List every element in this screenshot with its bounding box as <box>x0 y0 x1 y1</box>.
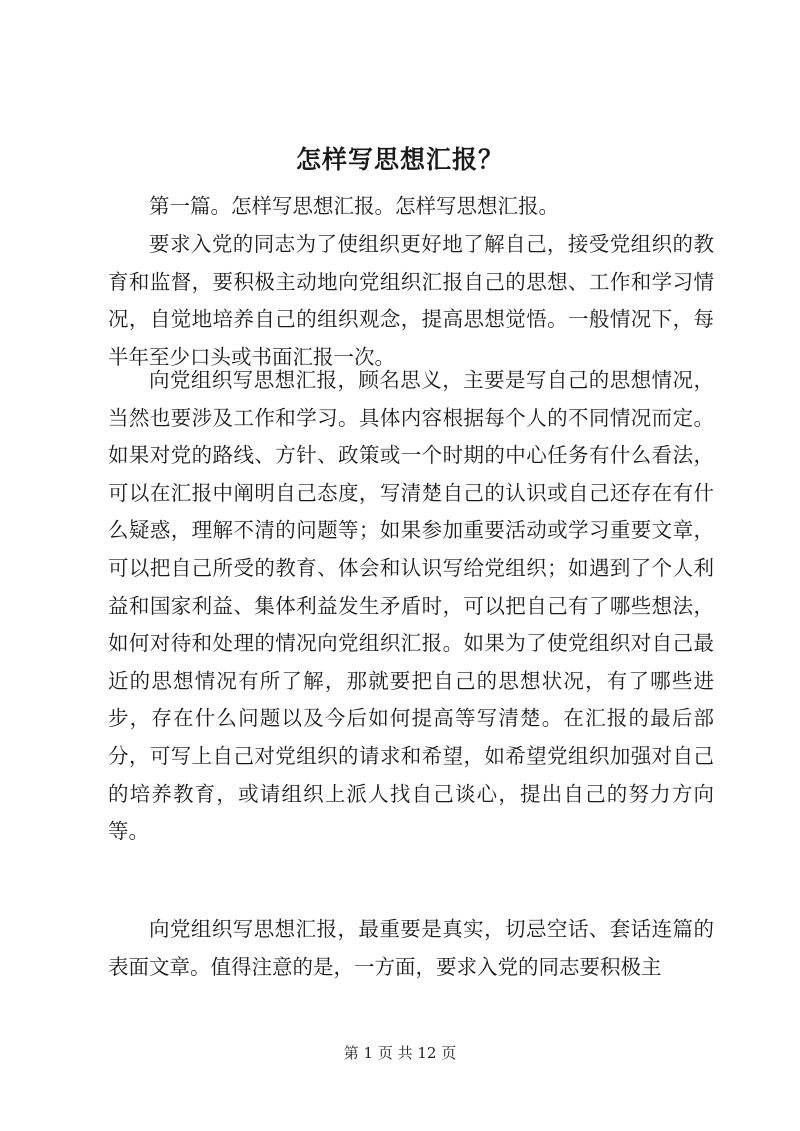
paragraph-heading-line: 第一篇。怎样写思想汇报。怎样写思想汇报。 <box>149 194 559 218</box>
paragraph-authenticity: 向党组织写思想汇报，最重要是真实，切忌空话、套话连篇的表面文章。值得注意的是，一方面，要求入党的同志要积极主 <box>108 917 714 979</box>
document-title: 怎样写思想汇报？ <box>295 145 504 174</box>
paragraph-content: 向党组织写思想汇报，顾名思义，主要是写自己的思想情况，当然也要涉及工作和学习。具体内容根据每个人的不同情况而定。如果对党的路线、方针、政策或一个时期的中心任务有什么看法，可以在汇报中阐明自己态度，写清楚自己的认识或自己还存在有什么疑惑，理解不清的问题等；如果参加重要活动或学习重要文章，可以把自己所受的教育、体会和认识写给党组织；如遇到了个人利益和国家利益、集体利益发生矛盾时，可以把自己有了哪些想法，如何对待和处理的情况向党组织汇报。如果为了使党组织对自己最近的思想情况有所了解，那就要把自己的思想状况，有了哪些进步，存在什么问题以及今后如何提高等写清楚。在汇报的最后部分，可写上自己对党组织的请求和希望，如希望党组织加强对自己的培养教育，或请组织上派人找自己谈心，提出自己的努力方向等。 <box>108 368 714 844</box>
paragraph-intro: 要求入党的同志为了使组织更好地了解自己，接受党组织的教育和监督，要积极主动地向党组织汇报自己的思想、工作和学习情况，自觉地培养自己的组织观念，提高思想觉悟。一般情况下，每半年至少口头或书面汇报一次。 <box>108 232 714 369</box>
page-number-footer: 第 1 页 共 12 页 <box>343 1044 457 1062</box>
